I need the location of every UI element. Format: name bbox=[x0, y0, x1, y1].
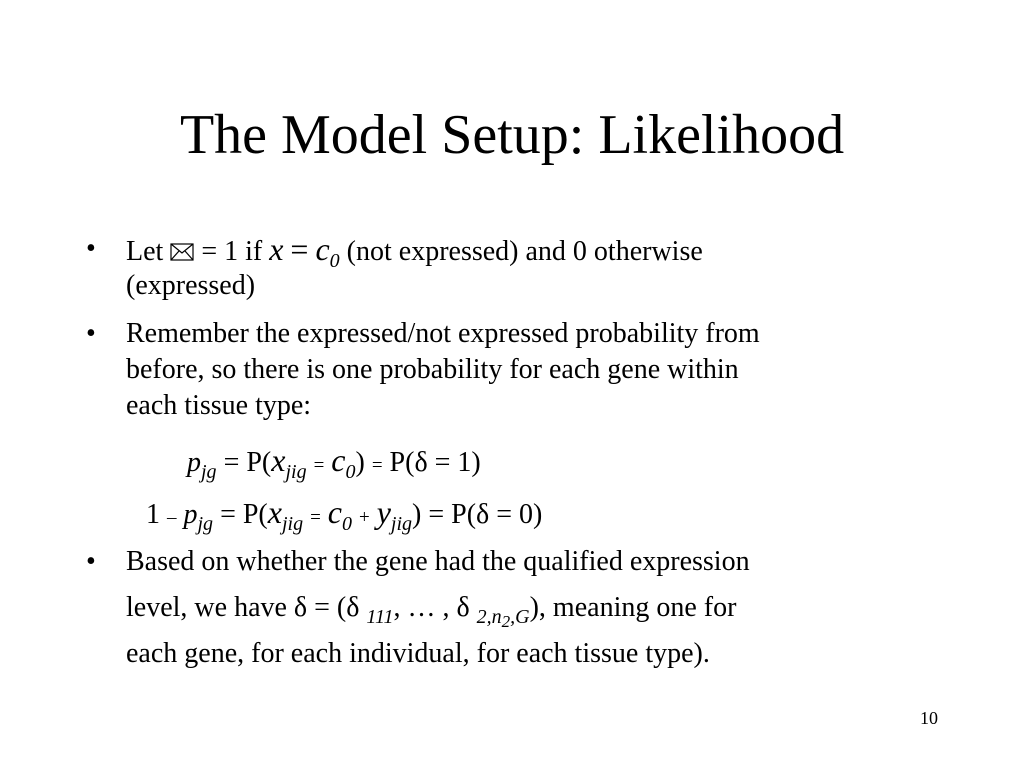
subscript-111: 111 bbox=[366, 606, 394, 628]
equals-sign: = bbox=[290, 231, 309, 267]
eq1-close-paren: ) bbox=[355, 447, 365, 478]
eq2-y: y bbox=[376, 494, 391, 530]
var-x: x bbox=[269, 231, 284, 267]
bullet-marker: • bbox=[86, 546, 96, 577]
eq2-one: 1 bbox=[146, 499, 160, 530]
eq1-c-subscript: 0 bbox=[345, 461, 356, 483]
envelope-icon bbox=[170, 236, 194, 272]
eq2-x-subscript: jig bbox=[281, 513, 304, 535]
eq1-x-subscript: jig bbox=[285, 461, 307, 483]
eq1-p-subscript: jg bbox=[201, 461, 217, 483]
eq2-plus: + bbox=[359, 507, 370, 528]
text-level-we-have: level, we have δ = (δ bbox=[126, 592, 360, 623]
eq1-p: p bbox=[187, 447, 201, 478]
bullet-marker: • bbox=[86, 318, 96, 349]
eq1-small-equals: = bbox=[313, 455, 325, 476]
eq2-x: x bbox=[267, 494, 282, 530]
subscript-zero: 0 bbox=[329, 250, 340, 272]
bullet-3-line-2 bbox=[126, 590, 736, 640]
eq2-small-equals: = bbox=[310, 507, 321, 528]
bullet-2-line-3: each tissue type: bbox=[126, 390, 312, 421]
eq1-x: x bbox=[271, 442, 286, 478]
eq1-equals-p: = P( bbox=[223, 447, 272, 478]
equation-2 bbox=[146, 494, 542, 542]
eq2-equals-p: = P( bbox=[220, 499, 268, 530]
var-c: c bbox=[315, 231, 330, 267]
subscript-2nG bbox=[476, 606, 530, 631]
eq2-p-subscript: jg bbox=[197, 513, 214, 535]
eq2-rhs: ) = P(δ = 0) bbox=[412, 499, 543, 530]
text-let: Let bbox=[126, 236, 164, 267]
eq2-c: c bbox=[327, 494, 342, 530]
eq1-small-equals-2: = bbox=[371, 455, 383, 476]
subscript-G: ,G bbox=[510, 606, 530, 628]
eq2-y-subscript: jig bbox=[390, 513, 413, 535]
page-number: 10 bbox=[920, 708, 938, 728]
bullet-1-line-2: (expressed) bbox=[126, 270, 256, 301]
slide-title: The Model Setup: Likelihood bbox=[179, 104, 845, 166]
text-equals-one-if: = 1 if bbox=[201, 236, 263, 267]
bullet-3-line-3: each gene, for each individual, for each tissue type). bbox=[126, 638, 710, 669]
bullet-marker: • bbox=[86, 233, 96, 264]
bullet-2-line-1: Remember the expressed/not expressed probability from bbox=[126, 318, 760, 349]
text-ellipsis-delta: , … , δ bbox=[393, 592, 470, 623]
bullet-2-line-2: before, so there is one probability for each gene within bbox=[126, 354, 739, 385]
eq2-c-subscript: 0 bbox=[342, 513, 352, 535]
bullet-3-line-1: Based on whether the gene had the qualified expression bbox=[126, 546, 750, 577]
eq1-c: c bbox=[331, 442, 346, 478]
subscript-2n-sub: 2 bbox=[501, 612, 511, 631]
subscript-2n: 2,n bbox=[476, 606, 502, 628]
eq2-p: p bbox=[183, 499, 198, 530]
eq1-rhs: P(δ = 1) bbox=[389, 447, 481, 478]
text-not-expressed: (not expressed) and 0 otherwise bbox=[346, 236, 703, 267]
text-meaning-one-for: ), meaning one for bbox=[529, 592, 737, 623]
eq2-minus: – bbox=[167, 507, 177, 528]
equation-1 bbox=[187, 442, 481, 490]
